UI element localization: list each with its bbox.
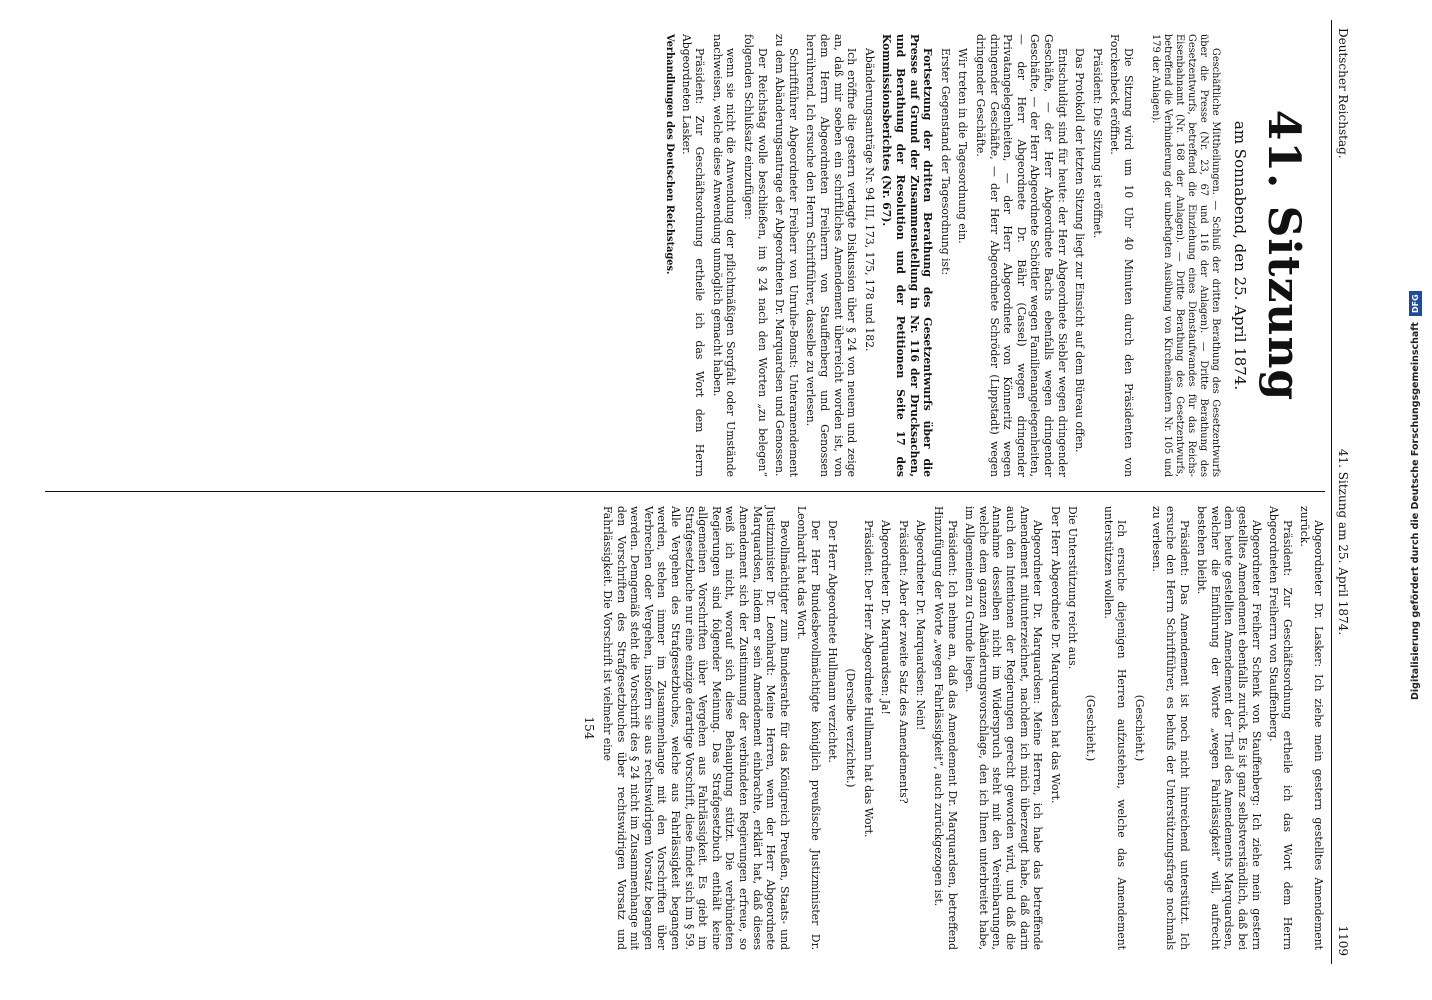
rotated-page xyxy=(20,0,1400,1000)
dfg-watermark xyxy=(1398,0,1432,1000)
paragraph: Präsident: Aber der zweite Satz des Amendements? xyxy=(896,520,910,804)
paragraph: Der Reichstag wolle beschließen, im § 24 nach den Worten „zu belegen“ folgenden Schlußsatz einzufügen: xyxy=(742,34,769,477)
header-left: Deutscher Reichstag. xyxy=(1336,28,1350,159)
quoted-amendment: wenn sie nicht die Anwendung der pflichtmäßigen Sorgfalt oder Umstände nachweisen, welche diese Anwendung unmöglich gemacht haben. xyxy=(710,34,738,477)
page-header xyxy=(1331,20,1350,964)
paragraph: Präsident: Zur Geschäftsordnung ertheile ich das Wort dem Herrn Abgeordneten Lasker. xyxy=(679,34,707,477)
right-column xyxy=(45,492,1325,964)
dfg-logo: DFG xyxy=(1409,291,1422,316)
paragraph: Ich ersuche diejenigen Herren aufzustehen, welche das Amendement unterstützen wollen. xyxy=(1101,506,1129,950)
paragraph: Präsident: Das Amendement ist noch nicht hinreichend unterstützt. Ich ersuche den Herrn Schriftführer, es behufs der Unterstützungsfrage nochmals zu verlesen. xyxy=(1150,506,1191,950)
stage-direction: (Derselbe verzichtet.) xyxy=(844,668,858,788)
paragraph: Abänderungsanträge Nr. 94 III, 173, 175, 178 und 182. xyxy=(862,48,876,352)
agenda-summary: Geschäftliche Mittheilungen. — Schluß der dritten Berathung des Gesetzentwurfs über die Presse (Nr. 23, 67 und 116 der Anlagen). — Dritte Berathung des Gesetzentwurfs, betreffend die Einziehung eines Dienstaufwandes für das Reichs-Eisenbahnamt (Nr. 168 der Anlagen). — Dritte Berathung des Gesetzentwurfs, betreffend die Verhinderung der unbefugten Ausübung von Kirchenämtern Nr. 105 und 179 der Anlagen). xyxy=(1149,34,1221,477)
stage-direction: (Geschieht.) xyxy=(1132,694,1146,762)
two-column-body xyxy=(45,20,1325,964)
session-title: 41. Sitzung xyxy=(1257,109,1309,402)
paragraph: Abgeordneter Freiherr Schenk von Stauffenberg: Ich ziehe mein gestern gestelltes Amendement ebenfalls zurück. Es ist ganz selbstverständlich, daß bei dem heute gestellten Amendement der Theil des Amendements Marquardsen, welcher die Einführung der Worte „wegen Fahrlässigkeit“ will, aufrecht bestehen bleibt. xyxy=(1195,506,1263,950)
paragraph: Abgeordneter Dr. Marquardsen: Ja! xyxy=(879,520,893,715)
paragraph: Erster Gegenstand der Tagesordnung ist: xyxy=(938,48,952,276)
paragraph: Die Unterstützung reicht aus. xyxy=(1066,506,1080,670)
paragraph: Abgeordneter Dr. Lasker: Ich ziehe mein gestern gestelltes Amendement zurück. xyxy=(1298,506,1325,950)
paragraph: Bevollmächtigter zum Bundesrathe für das Königreich Preußen, Staats- und Justizminister Dr. Leonhardt: Meine Herren, wenn der Herr Abgeordnete Marquardsen, indem er sein Amendement einbrachte, erklärt hat, daß dieses Amendement sich der Zustimmung der verbündeten Regierungen erfreue, so weiß ich nicht, worauf sich diese Behauptung stützt. Die verbündeten Regierungen sind folgender Meinung. Das Strafgesetzbuch enthält keine allgemeinen Vorschriften über Vergehen aus Fahrlässigkeit. Es giebt im Strafgesetzbuche nur eine einzige derartige Vorschrift, diese findet sich im § 59. Alle Vergehen des Strafgesetzbuches, welche aus Fahrlässigkeit begangen werden, stehen immer im Zusammenhange mit den Vorschriften über Verbrechen oder Vergehen, insofern sie aus rechtswidrigem Vorsatz begangen werden. Demgemäß steht die Vorschrift des § 24 nicht im Zusammenhange mit den Vorschriften des Strafgesetzbuches über rechtswidrigen Vorsatz und Fahrlässigkeit. Die Vorschrift ist vielmehr eine xyxy=(600,506,791,950)
paragraph: Abgeordneter Dr. Marquardsen: Meine Herren, ich habe das betreffende Amendement mitunterzeichnet, nachdem ich mich überzeugt habe, daß darin auch den Intentionen der Regierungen gerecht geworden wird, und daß die Annahme desselben nicht im Widerspruch steht mit den Vereinbarungen, welche dem ganzen Abänderungsvorschlage, den ich Ihnen unterbreitet habe, im Allgemeinen zu Grunde liegen. xyxy=(963,506,1045,950)
stage-direction: (Geschieht.) xyxy=(1083,694,1097,762)
paragraph: Die Sitzung wird um 10 Uhr 40 Minuten durch den Präsidenten von Forckenbeck eröffnet. xyxy=(1108,34,1135,477)
header-page-number: 1109 xyxy=(1336,925,1350,956)
left-column xyxy=(45,20,1325,492)
paragraph: Der Herr Bundesbevollmächtigte königlich preußische Justizminister Dr. Leonhardt hat das Wort. xyxy=(795,506,822,950)
footer-note: Verhandlungen des Deutschen Reichstages. xyxy=(664,34,676,275)
paragraph: Schriftführer Abgeordneter Freiherr von Unruhe-Bomst: Unteramendement zu dem Abänderungsantrage der Abgeordneten Dr. Marquardsen und Genossen. xyxy=(773,34,800,477)
watermark-text: Digitalisierung gefördert durch die Deutsche Forschungsgemeinschaft xyxy=(1409,322,1421,700)
paragraph: Präsident: Der Herr Abgeordnete Hullmann hat das Wort. xyxy=(861,520,875,838)
paragraph: Ich eröffne die gestern vertagte Diskussion über § 24 von neuem und zeige an, daß mir soeben ein schriftliches Amendement überreicht worden ist, von dem Herrn Abgeordneten Freiherrn von Stauffenberg und Genossen herrührend. Ich ersuche den Herrn Schriftführer, dasselbe zu verlesen. xyxy=(804,34,859,477)
paragraph: Entschuldigt sind für heute: der Herr Abgeordnete Siebler wegen dringender Geschäfte, — der Herr Abgeordnete Bachs ebenfalls wegen dringender Geschäfte, — der Herr Abgeordnete Schöttler wegen Familienangelegenheiten, — der Herr Abgeordnete Dr. Bähr (Cassel) wegen dringender Privatangelegenheiten, — der Herr Abgeordnete von Könneritz wegen dringender Geschäfte, — der Herr Abgeordnete Schröder (Lippstadt) wegen dringender Geschäfte. xyxy=(974,34,1069,477)
paragraph: Der Herr Abgeordnete Dr. Marquardsen hat das Wort. xyxy=(1048,506,1062,804)
paragraph: Abgeordneter Dr. Marquardsen: Nein! xyxy=(914,520,928,731)
paragraph: Das Protokoll der letzten Sitzung liegt zur Einsicht auf dem Büreau offen. xyxy=(1073,48,1087,453)
session-date: am Sonnabend, den 25. April 1874. xyxy=(1231,120,1250,391)
agenda-item: Fortsetzung der dritten Berathung des Gesetzentwurfs über die Presse auf Grund der Zusammenstellung in Nr. 116 der Drucksachen, und Berathung der Resolution und der Petitionen Seite 17 des Kommissionsberichtes (Nr. 67). xyxy=(880,34,935,477)
header-center: 41. Sitzung am 25. April 1874. xyxy=(1336,448,1350,636)
signature-number: 154 xyxy=(582,716,597,740)
paragraph: Präsident: Zur Geschäftsordnung ertheile ich das Wort dem Herrn Abgeordneten Freiherrn von Stauffenberg. xyxy=(1267,506,1294,950)
paragraph: Der Herr Abgeordnete Hullmann verzichtet. xyxy=(826,520,840,763)
paragraph: Präsident: Ich nehme an, daß das Amendement Dr. Marquardsen, betreffend Hinzufügung der Worte „wegen Fahrlässigkeit“, auch zurückgezogen ist. xyxy=(932,506,959,950)
paragraph: Wir treten in die Tagesordnung ein. xyxy=(956,48,970,244)
paragraph: Präsident: Die Sitzung ist eröffnet. xyxy=(1090,48,1104,239)
